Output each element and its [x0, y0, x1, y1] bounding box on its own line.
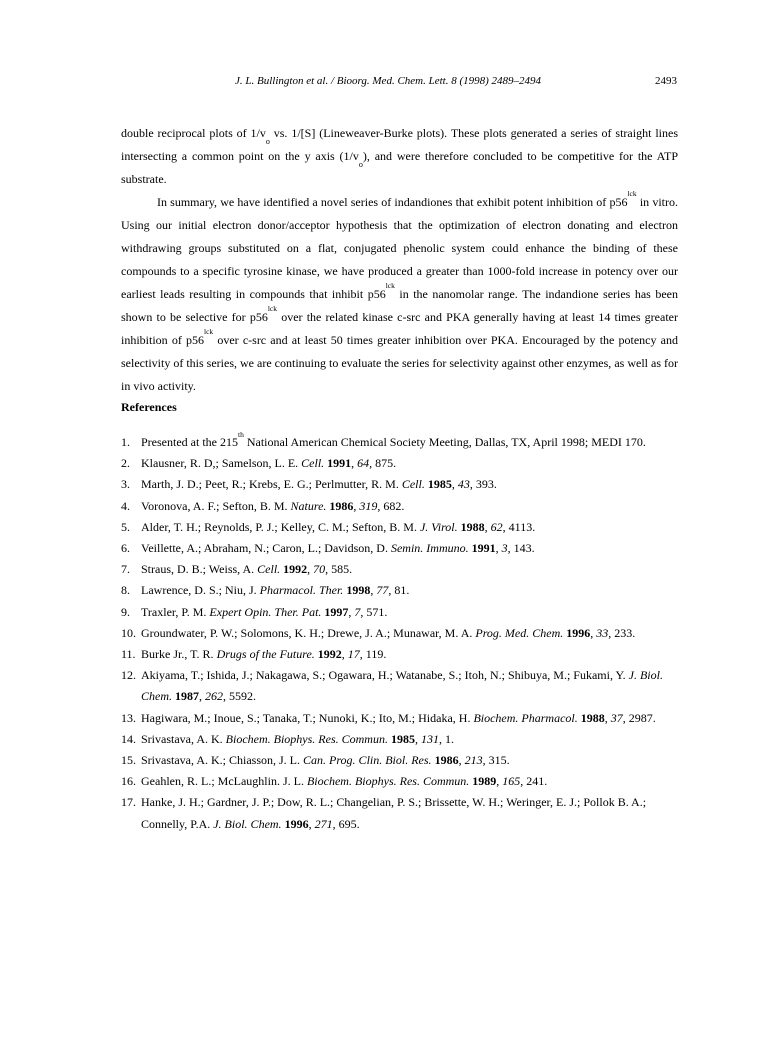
reference-fragment: , 585. — [325, 562, 353, 577]
reference-fragment: , 4113. — [502, 519, 536, 534]
reference-text — [141, 499, 404, 513]
reference-item — [121, 559, 681, 580]
reference-item — [121, 602, 681, 623]
reference-fragment: , 695. — [332, 816, 360, 831]
reference-fragment: , — [353, 498, 360, 513]
reference-text — [141, 520, 535, 534]
reference-year: 1992 — [317, 647, 342, 662]
reference-text — [141, 626, 635, 640]
reference-journal: Pharmacol. Ther. — [259, 583, 344, 598]
p2-text: over c-src and at least 50 times greater inhibition over PKA. Encouraged by the potency and selectivity of this series, we are continuing to evaluate the series for selectivity against other enzymes, as well as for in vivo activity. — [121, 333, 678, 393]
reference-year: 1985 — [427, 477, 452, 492]
reference-journal: Biochem. Biophys. Res. Commun. — [225, 731, 388, 746]
reference-number: 6. — [121, 541, 130, 556]
reference-journal: Prog. Med. Chem. — [475, 625, 564, 640]
reference-fragment: , — [590, 625, 597, 640]
reference-fragment: Burke Jr., T. R. — [141, 647, 217, 662]
reference-text — [141, 562, 352, 576]
reference-item — [121, 623, 681, 644]
reference-fragment: Hagiwara, M.; Inoue, S.; Tanaka, T.; Nunoki, K.; Ito, M.; Hidaka, H. — [141, 710, 474, 725]
reference-fragment: , — [495, 541, 502, 556]
reference-fragment: , 5592. — [223, 689, 256, 704]
reference-text — [141, 583, 409, 597]
reference-volume: 37 — [610, 710, 623, 725]
reference-journal: Biochem. Pharmacol. — [473, 710, 578, 725]
reference-item — [121, 665, 681, 707]
reference-fragment: Srivastava, A. K.; Chiasson, J. L. — [141, 753, 303, 768]
reference-item — [121, 750, 681, 771]
reference-text — [141, 795, 646, 830]
reference-year: 1991 — [471, 541, 496, 556]
reference-volume: 131 — [420, 731, 439, 746]
reference-list — [121, 432, 681, 835]
reference-fragment: National American Chemical Society Meeting, Dallas, TX, April 1998; MEDI 170. — [243, 435, 646, 449]
reference-item — [121, 432, 681, 453]
reference-item — [121, 453, 681, 474]
reference-item — [121, 771, 681, 792]
running-title: J. L. Bullington et al. / Bioorg. Med. Chem. Lett. 8 (1998) 2489–2494 — [235, 75, 542, 87]
reference-fragment: , — [351, 456, 358, 471]
reference-fragment: Lawrence, D. S.; Niu, J. — [141, 583, 260, 598]
p2-superscript: lck — [204, 327, 214, 336]
reference-fragment: Akiyama, T.; Ishida, J.; Nakagawa, S.; Ogawara, H.; Watanabe, S.; Itoh, N.; Shibuya, M.; Fukami, Y. — [141, 668, 629, 683]
reference-fragment: , — [199, 689, 205, 704]
reference-journal: Can. Prog. Clin. Biol. Res. — [303, 753, 432, 768]
reference-number: 8. — [121, 583, 130, 598]
reference-volume: 33 — [596, 625, 609, 640]
reference-fragment: Voronova, A. F.; Sefton, B. M. — [141, 498, 291, 513]
reference-fragment: , 682. — [377, 498, 405, 513]
reference-year: 1991 — [327, 456, 352, 471]
paragraph-kinetics — [121, 122, 678, 191]
reference-year: 1992 — [283, 562, 308, 577]
p1-text: double reciprocal plots of 1/v — [121, 126, 266, 140]
reference-fragment: Marth, J. D.; Peet, R.; Krebs, E. G.; Perlmutter, R. M. — [141, 477, 402, 492]
reference-volume: 7 — [354, 604, 361, 619]
reference-text — [141, 774, 547, 788]
body-text — [121, 122, 678, 398]
reference-journal: Cell. — [301, 456, 325, 471]
reference-number: 12. — [121, 668, 136, 683]
reference-fragment: , 2987. — [622, 710, 656, 725]
reference-number: 15. — [121, 753, 136, 768]
p2-text: in the nanomolar range. The indandione series has been shown to be selective for p56 — [121, 287, 678, 324]
reference-text — [141, 430, 646, 449]
p2-text: in vitro. Using our initial electron donor/acceptor hypothesis that the optimization of electron donating and electron withdrawing groups substituted on a flat, conjugated phenolic system could enhance the binding of these compounds to a specific tyrosine kinase, we have produced a greater than 1000-fold increase in potency over our earliest leads resulting in compounds that inhibit p56 — [121, 195, 678, 301]
reference-year: 1986 — [329, 498, 354, 513]
p1-text: vs. 1/[S] (Lineweaver-Burke plots). These plots generated a series of straight lines intersecting a common point on the y axis (1/v — [121, 126, 678, 163]
reference-fragment: , 571. — [360, 604, 388, 619]
p1-subscript: o — [358, 160, 363, 169]
reference-volume: 43 — [457, 477, 470, 492]
reference-journal: Expert Opin. Ther. Pat. — [209, 604, 322, 619]
reference-year: 1985 — [390, 731, 415, 746]
reference-volume: 319 — [359, 498, 378, 513]
reference-volume: 62 — [490, 519, 503, 534]
reference-text — [141, 668, 663, 703]
reference-year: 1996 — [566, 625, 591, 640]
reference-item — [121, 729, 681, 750]
reference-fragment: Srivastava, A. K. — [141, 731, 226, 746]
reference-number: 7. — [121, 562, 130, 577]
reference-fragment: Traxler, P. M. — [141, 604, 210, 619]
reference-year: 1998 — [346, 583, 371, 598]
reference-volume: 271 — [314, 816, 333, 831]
reference-journal: Biochem. Biophys. Res. Commun. — [306, 774, 470, 789]
reference-number: 11. — [121, 647, 136, 662]
references-heading: References — [121, 400, 177, 414]
reference-volume: 262 — [205, 689, 223, 704]
p2-text: over the related kinase c-src and PKA generally having at least 14 times greater inhibition of p56 — [121, 310, 678, 347]
reference-volume: 64 — [357, 456, 370, 471]
reference-journal: J. Biol. Chem. — [141, 668, 663, 704]
reference-superscript: th — [237, 430, 244, 439]
reference-journal: Drugs of the Future. — [216, 647, 315, 662]
reference-year: 1987 — [175, 689, 199, 704]
reference-fragment: Hanke, J. H.; Gardner, J. P.; Dow, R. L.; Changelian, P. S.; Brissette, W. H.; Weringer, E. J.; Pollok B. A.; Connelly, P.A. — [141, 795, 647, 831]
reference-text — [141, 647, 386, 661]
reference-text — [141, 753, 510, 767]
p2-superscript: lck — [267, 304, 278, 313]
reference-item — [121, 538, 681, 559]
reference-year: 1996 — [284, 816, 309, 831]
reference-number: 9. — [121, 604, 130, 619]
reference-fragment: Alder, T. H.; Reynolds, P. J.; Kelley, C. M.; Sefton, B. M. — [141, 519, 420, 534]
reference-fragment: , — [370, 583, 377, 598]
reference-journal: J. Virol. — [419, 519, 458, 534]
p1-subscript: o — [265, 137, 270, 146]
reference-year: 1989 — [472, 774, 497, 789]
reference-number: 13. — [121, 710, 136, 725]
reference-volume: 17 — [347, 647, 360, 662]
reference-fragment: , 119. — [359, 647, 387, 662]
reference-text — [141, 732, 454, 746]
reference-number: 2. — [121, 456, 130, 471]
reference-number: 10. — [121, 625, 136, 640]
reference-fragment: Groundwater, P. W.; Solomons, K. H.; Drewe, J. A.; Munawar, M. A. — [141, 625, 476, 640]
reference-item — [121, 474, 681, 495]
reference-number: 1. — [121, 435, 130, 449]
reference-fragment: , 241. — [520, 774, 548, 789]
reference-year: 1997 — [324, 604, 349, 619]
reference-number: 5. — [121, 519, 130, 534]
reference-year: 1986 — [434, 753, 459, 768]
reference-journal: J. Biol. Chem. — [213, 816, 282, 831]
reference-fragment: , — [348, 604, 355, 619]
reference-year: 1988 — [580, 710, 605, 725]
reference-fragment: Klausner, R. D,; Samelson, L. E. — [141, 456, 302, 471]
reference-text — [141, 541, 535, 555]
reference-fragment: , — [604, 710, 611, 725]
reference-item — [121, 517, 681, 538]
reference-fragment: Straus, D. B.; Weiss, A. — [141, 562, 258, 577]
reference-fragment: , 315. — [482, 753, 510, 768]
reference-volume: 165 — [502, 774, 521, 789]
reference-fragment: , 233. — [608, 625, 636, 640]
reference-text — [141, 711, 656, 725]
reference-fragment: Veillette, A.; Abraham, N.; Caron, L.; Davidson, D. — [141, 541, 391, 556]
reference-journal: Cell. — [401, 477, 425, 492]
reference-fragment: , 1. — [438, 731, 454, 746]
reference-fragment: , — [414, 731, 421, 746]
reference-volume: 3 — [501, 541, 508, 556]
reference-fragment: , 875. — [369, 456, 397, 471]
reference-fragment: , 143. — [507, 541, 535, 556]
reference-volume: 77 — [376, 583, 389, 598]
reference-text — [141, 477, 497, 491]
reference-number: 4. — [121, 498, 130, 513]
reference-item — [121, 496, 681, 517]
reference-fragment: , — [341, 647, 348, 662]
reference-number: 14. — [121, 731, 136, 746]
reference-journal: Semin. Immuno. — [390, 541, 469, 556]
reference-volume: 70 — [313, 562, 326, 577]
reference-item — [121, 580, 681, 601]
reference-fragment: , 81. — [388, 583, 410, 598]
paragraph-summary — [121, 191, 678, 398]
reference-text — [141, 456, 396, 470]
reference-fragment: , — [484, 519, 491, 534]
reference-number: 17. — [121, 795, 136, 810]
reference-fragment: , — [308, 816, 315, 831]
reference-year: 1988 — [460, 519, 485, 534]
reference-fragment: , 393. — [469, 477, 497, 492]
reference-number: 16. — [121, 774, 136, 789]
p1-text: ), and were therefore concluded to be competitive for the ATP substrate. — [121, 149, 678, 186]
running-header — [0, 75, 768, 91]
reference-fragment: Presented at the 215 — [141, 435, 238, 449]
reference-number: 3. — [121, 477, 130, 492]
reference-fragment: , — [496, 774, 503, 789]
reference-journal: Nature. — [290, 498, 327, 513]
reference-journal: Cell. — [257, 562, 281, 577]
reference-fragment: Geahlen, R. L.; McLaughlin. J. L. — [141, 774, 307, 789]
reference-fragment: , — [451, 477, 458, 492]
p2-superscript: lck — [385, 281, 395, 290]
page-number: 2493 — [655, 75, 677, 87]
reference-item — [121, 792, 681, 834]
p2-text: In summary, we have identified a novel series of indandiones that exhibit potent inhibition of p56 — [157, 195, 628, 209]
reference-item — [121, 708, 681, 729]
reference-item — [121, 644, 681, 665]
reference-text — [141, 605, 387, 619]
reference-volume: 213 — [464, 753, 483, 768]
reference-fragment: , — [307, 562, 314, 577]
reference-fragment: , — [458, 753, 465, 768]
p2-superscript: lck — [627, 189, 637, 198]
